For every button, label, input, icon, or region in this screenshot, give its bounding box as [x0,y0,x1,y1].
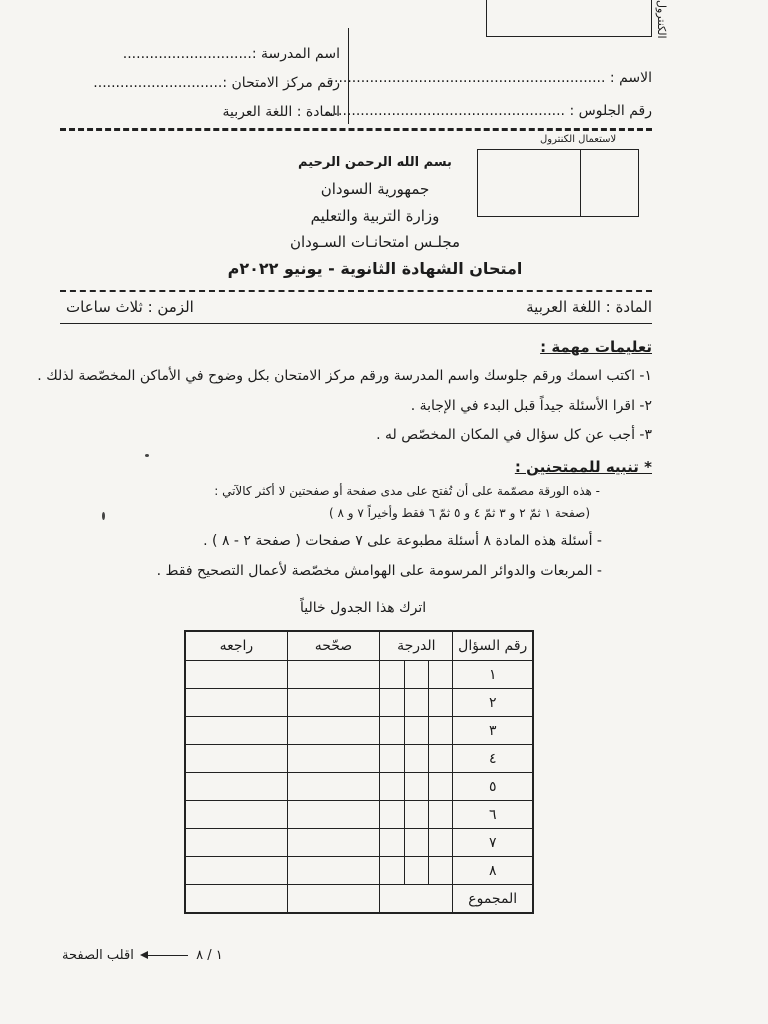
council-title: مجلـس امتحانـات السـودان [289,233,461,251]
page-footer [62,948,223,963]
reviewed-cell[interactable] [185,857,287,885]
table-row [185,801,533,829]
corrected-cell[interactable] [287,745,379,773]
grade-cell[interactable] [404,829,428,857]
scan-speck [145,454,149,457]
grade-cell[interactable] [380,661,404,689]
col-grade: الدرجة [380,631,453,661]
question-number: ٧ [453,829,533,857]
reviewed-cell[interactable] [185,801,287,829]
turn-page-label: اقلب الصفحة [62,948,134,963]
time-label: الزمن : ثلاث ساعات [66,298,194,316]
reviewed-cell[interactable] [185,773,287,801]
total-label: المجموع [453,885,533,914]
grade-cell[interactable] [404,717,428,745]
reviewed-cell[interactable] [185,829,287,857]
question-number: ٤ [453,745,533,773]
table-row [185,829,533,857]
question-number: ١ [453,661,533,689]
seat-number-field[interactable]: رقم الجلوس : ...................................................... [324,103,652,119]
table-total-row [185,885,533,914]
reviewed-cell[interactable] [185,717,287,745]
basmala: بسم الله الرحمن الرحيم [298,155,452,170]
grade-cell[interactable] [429,717,453,745]
grade-cell[interactable] [429,745,453,773]
grade-cell[interactable] [380,689,404,717]
warning-line: - المربعات والدوائر المرسومة على الهوامش مخصّصة لأعمال التصحيح فقط . [156,563,602,579]
reviewed-cell[interactable] [185,689,287,717]
school-name-field[interactable]: اسم المدرسة :............................. [122,46,340,62]
instruction-item: ٣- أجب عن كل سؤال في المكان المخصّص له . [376,427,652,443]
grade-cell[interactable] [380,773,404,801]
warning-pages: (صفحة ١ ثمّ ٢ و ٣ ثمّ ٤ و ٥ ثمّ ٦ فقط وأخيراً ٧ و ٨ ) [328,506,590,520]
col-reviewed: راجعه [185,631,287,661]
total-reviewed-cell[interactable] [185,885,287,914]
control-use-label: لاستعمال الكنترول [540,134,617,145]
table-row [185,689,533,717]
grade-cell[interactable] [429,801,453,829]
question-number: ٨ [453,857,533,885]
warning-line: - أسئلة هذه المادة ٨ أسئلة مطبوعة على ٧ صفحات ( صفحة ٢ - ٨ ) . [203,533,602,549]
corrected-cell[interactable] [287,773,379,801]
scan-speck [102,512,105,520]
grade-cell[interactable] [380,745,404,773]
instruction-item: ١- اكتب اسمك ورقم جلوسك واسم المدرسة ورقم مركز الامتحان بكل وضوح في الأماكن المخصّصة لذلك . [37,368,652,384]
control-box-top [486,0,652,37]
corrected-cell[interactable] [287,829,379,857]
grade-cell[interactable] [380,829,404,857]
grade-cell[interactable] [429,689,453,717]
corrected-cell[interactable] [287,857,379,885]
total-corrected-cell[interactable] [287,885,379,914]
exam-title: امتحان الشهادة الثانوية - يونيو ٢٠٢٢م [227,259,523,278]
grading-table [184,630,534,914]
instructions-heading: تعليمات مهمة : [540,338,652,356]
table-row [185,773,533,801]
grade-cell[interactable] [404,689,428,717]
page-number: ١ / ٨ [196,948,223,963]
grade-cell[interactable] [404,773,428,801]
ministry-title: وزارة التربية والتعليم [310,207,440,225]
question-number: ٢ [453,689,533,717]
corrected-cell[interactable] [287,717,379,745]
table-caption: اترك هذا الجدول خالياً [300,600,427,616]
instruction-item: ٢- اقرا الأسئلة جيداً قبل البدء في الإجابة . [410,398,652,414]
subject-rule [60,323,652,324]
grade-cell[interactable] [429,773,453,801]
dashed-separator [60,290,652,292]
table-header-row [185,631,533,661]
grade-cell[interactable] [380,801,404,829]
grade-cell[interactable] [404,661,428,689]
grade-cell[interactable] [404,745,428,773]
reviewed-cell[interactable] [185,745,287,773]
reviewed-cell[interactable] [185,661,287,689]
exam-center-field[interactable]: رقم مركز الامتحان :............................. [93,75,340,91]
grade-cell[interactable] [429,661,453,689]
dashed-separator [60,128,652,131]
warning-heading: * تنبيه للممتحنين : [514,458,652,476]
warning-line: - هذه الورقة مصمّمة على أن تُفتح على مدى صفحة أو صفحتين لا أكثر كالآتي : [214,484,600,498]
corrected-cell[interactable] [287,689,379,717]
total-grade-cell[interactable] [380,885,453,914]
col-corrected: صحّحه [287,631,379,661]
grade-cell[interactable] [404,857,428,885]
header-subject: المادة : اللغة العربية [222,104,340,120]
table-row [185,717,533,745]
table-row [185,661,533,689]
corrected-cell[interactable] [287,661,379,689]
table-row [185,857,533,885]
arrow-left-icon [142,955,188,956]
control-side-label: الكنترول [655,0,668,39]
grade-cell[interactable] [429,857,453,885]
question-number: ٥ [453,773,533,801]
republic-title: جمهورية السودان [320,180,430,198]
student-name-field[interactable]: الاسم : .............................................................. [329,70,652,86]
subject-label: المادة : اللغة العربية [526,298,652,316]
grade-cell[interactable] [380,857,404,885]
question-number: ٦ [453,801,533,829]
corrected-cell[interactable] [287,801,379,829]
col-question-number: رقم السؤال [453,631,533,661]
grade-cell[interactable] [380,717,404,745]
grade-cell[interactable] [429,829,453,857]
table-row [185,745,533,773]
question-number: ٣ [453,717,533,745]
grade-cell[interactable] [404,801,428,829]
